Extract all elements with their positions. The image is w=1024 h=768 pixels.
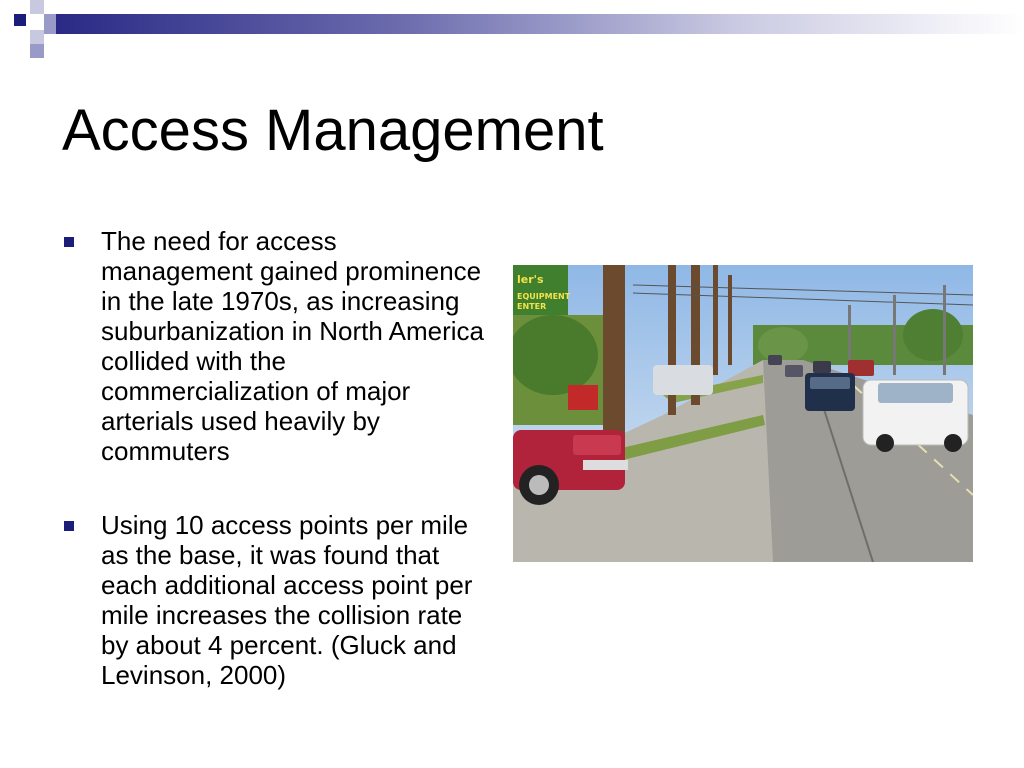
street-photo	[513, 265, 973, 562]
deco-square	[14, 14, 26, 26]
square-bullet-icon	[64, 237, 74, 247]
header-decoration	[0, 0, 1024, 70]
deco-square	[30, 0, 44, 14]
svg-text:ENTER: ENTER	[517, 302, 547, 311]
deco-square	[30, 44, 44, 58]
photo-sign-text: ler's	[517, 273, 544, 286]
bullet-item	[62, 226, 492, 466]
header-gradient-bar	[56, 14, 1024, 34]
bullet-list	[62, 226, 492, 734]
svg-text:EQUIPMENT: EQUIPMENT	[517, 292, 571, 301]
bullet-text: The need for access management gained prominence in the late 1970s, as increasing suburbanization in North America collided with the commercialization of major arterials used heavily by commuters	[101, 226, 484, 466]
slide-title: Access Management	[62, 98, 604, 163]
deco-square	[44, 14, 56, 34]
deco-square	[30, 30, 44, 44]
bullet-text: Using 10 access points per mile as the base, it was found that each additional access point per mile increases the collision rate by about 4 percent. (Gluck and Levinson, 2000)	[101, 510, 473, 690]
bullet-item	[62, 510, 492, 690]
square-bullet-icon	[64, 521, 74, 531]
